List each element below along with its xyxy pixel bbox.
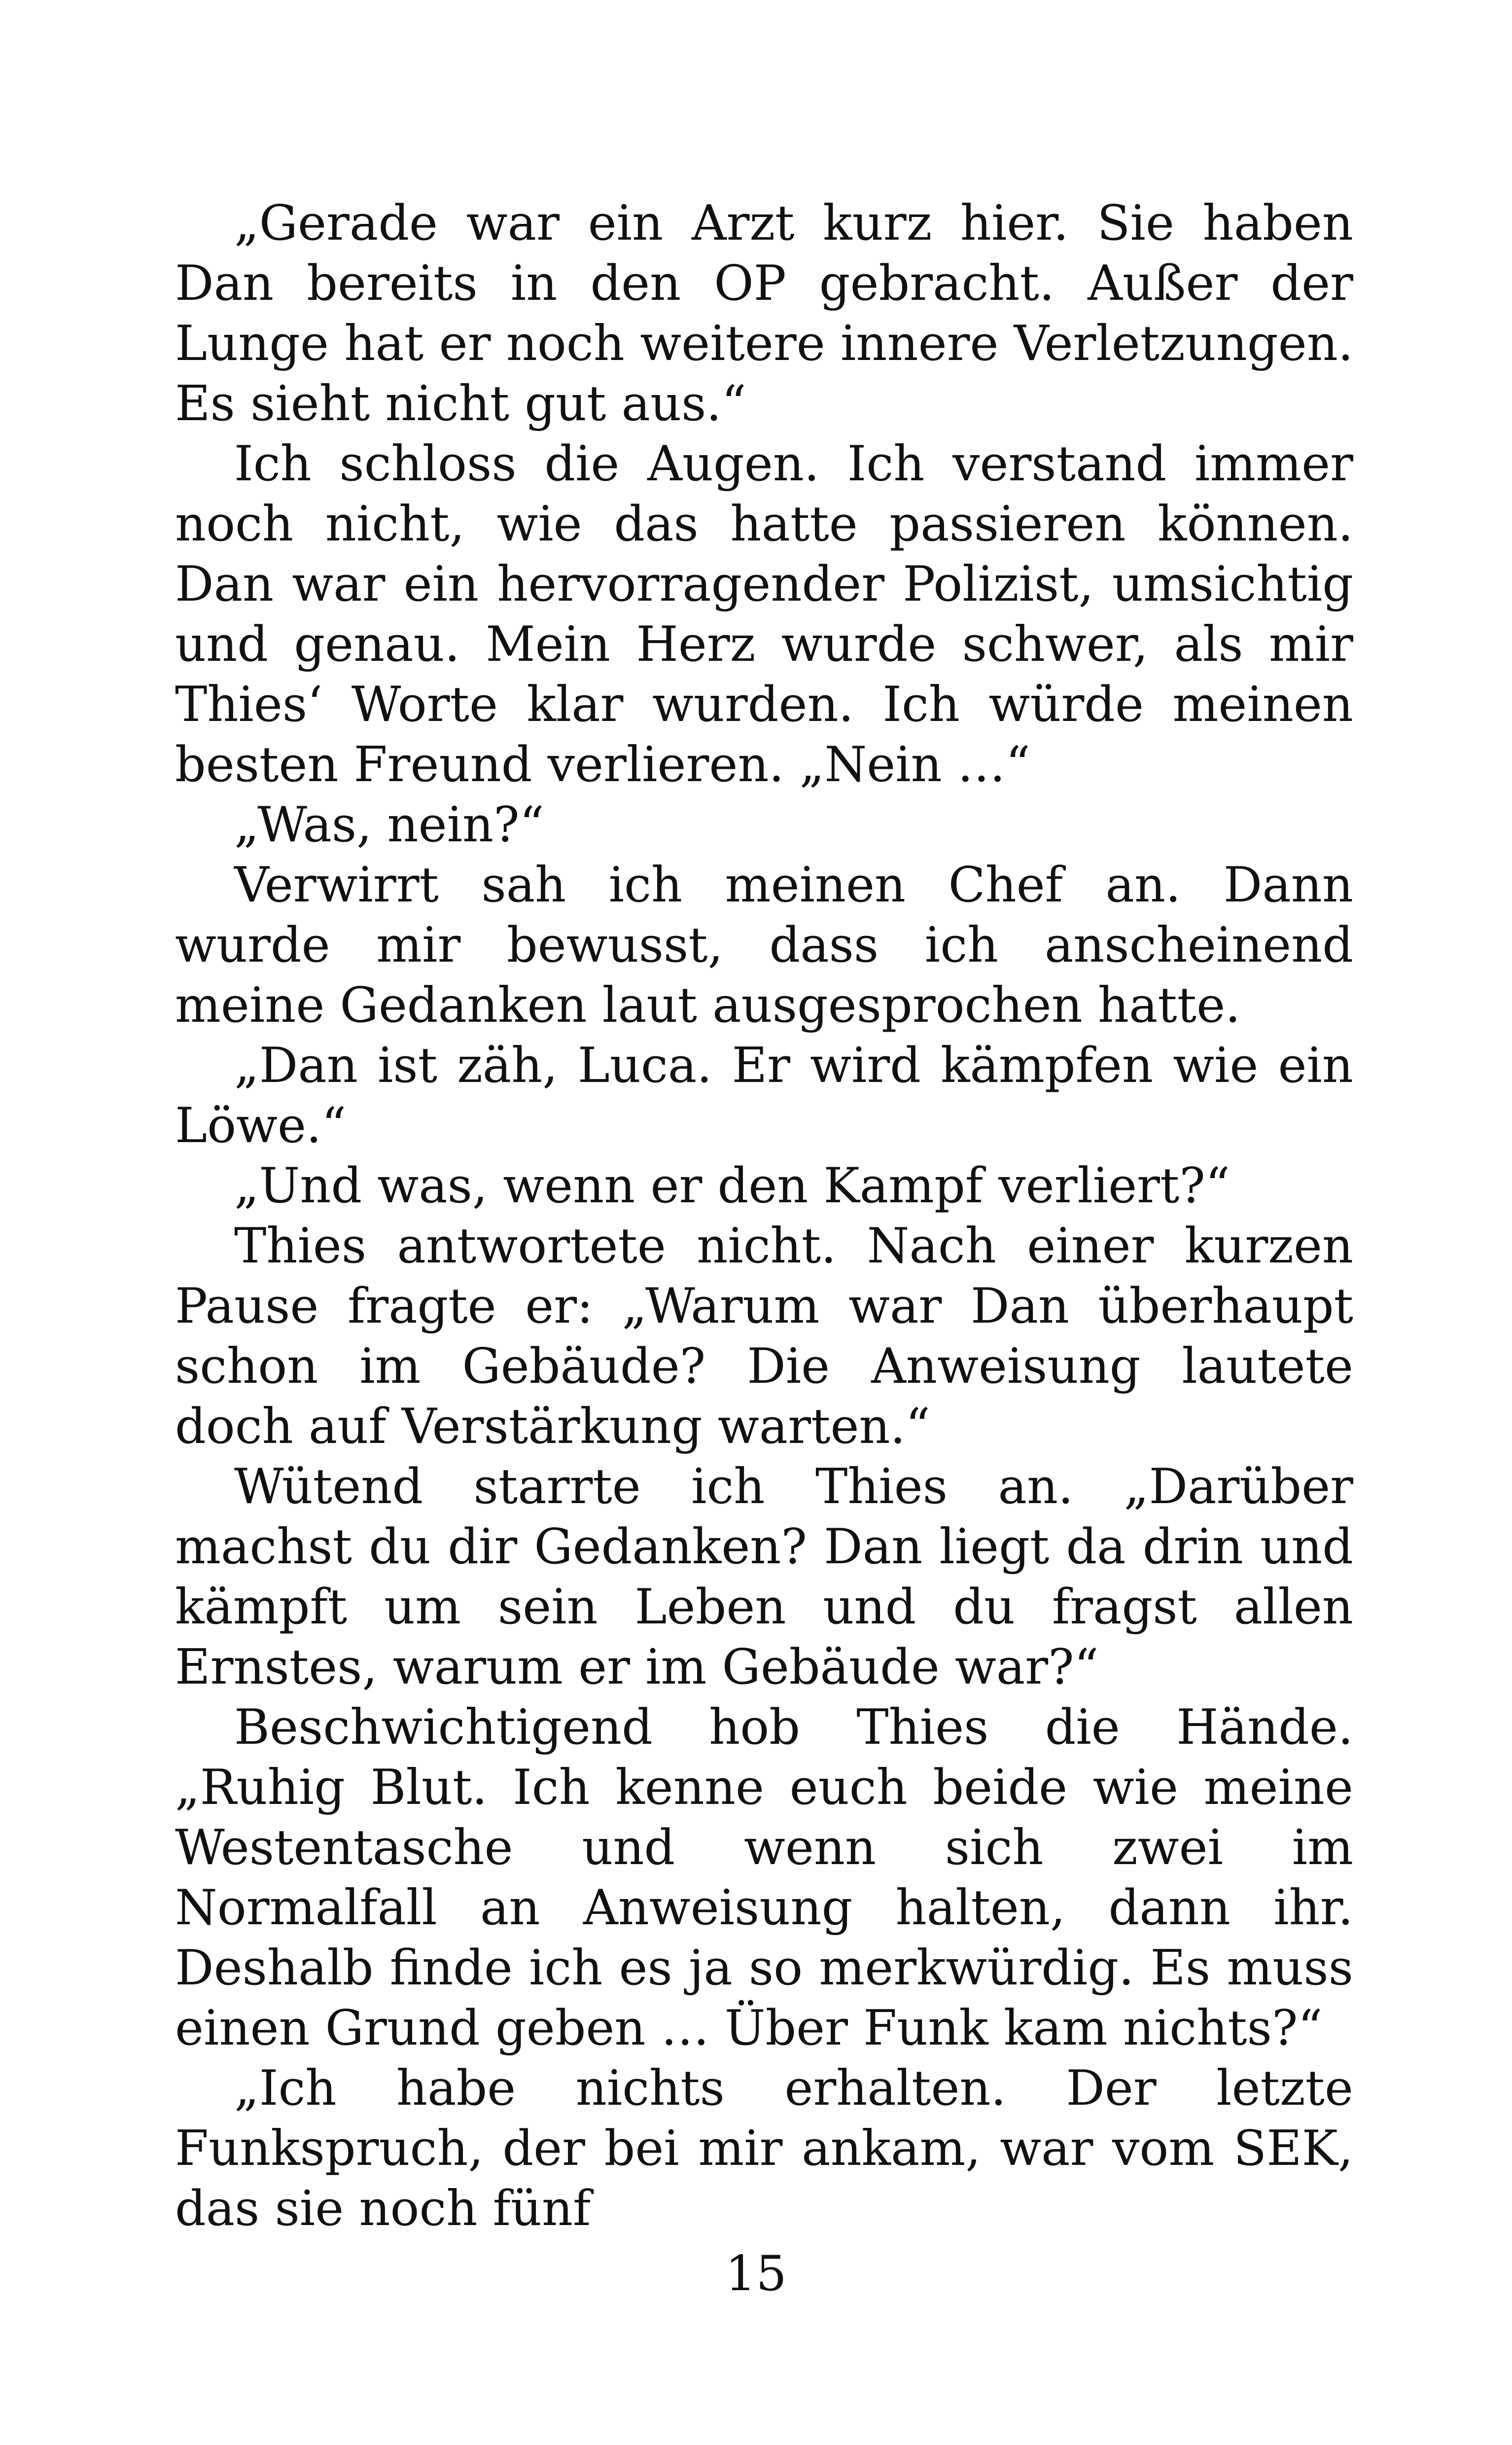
paragraph-5: „Dan ist zäh, Luca. Er wird kämpfen wie ein Löwe.“ — [175, 1038, 1353, 1154]
body-text — [175, 193, 1353, 2239]
paragraph-6: „Und was, wenn er den Kampf verliert?“ — [234, 1158, 1231, 1214]
page-number: 15 — [725, 2246, 787, 2302]
paragraph-2: Ich schloss die Augen. Ich verstand immer noch nicht, wie das hatte passieren können. Dan war ein hervorragender Polizist, umsichtig und genau. Mein Herz wurde schwer, als mir Thies‘ Worte klar wurden. Ich würde meinen besten Freund verlieren. „Nein …“ — [175, 436, 1353, 793]
paragraph-4: Verwirrt sah ich meinen Chef an. Dann wurde mir bewusst, dass ich anscheinend meine Gedanken laut ausgesprochen hatte. — [175, 857, 1353, 1034]
paragraph-3: „Was, nein?“ — [234, 797, 544, 853]
paragraph-7: Thies antwortete nicht. Nach einer kurzen Pause fragte er: „Warum war Dan überhaupt schon im Gebäude? Die Anweisung lautete doch auf Verstärkung warten.“ — [175, 1218, 1353, 1455]
paragraph-1: „Gerade war ein Arzt kurz hier. Sie haben Dan bereits in den OP gebracht. Außer der Lunge hat er noch weitere innere Verletzungen. Es sieht nicht gut aus.“ — [175, 195, 1353, 432]
paragraph-9: Beschwichtigend hob Thies die Hände. „Ruhig Blut. Ich kenne euch beide wie meine Westentasche und wenn sich zwei im Normalfall an Anweisung halten, dann ihr. Deshalb finde ich es ja so merkwürdig. Es muss einen Grund geben … Über Funk kam nichts?“ — [175, 1699, 1353, 2056]
paragraph-10: „Ich habe nichts erhalten. Der letzte Funkspruch, der bei mir ankam, war vom SEK, das sie noch fünf — [175, 2060, 1353, 2237]
paragraph-8: Wütend starrte ich Thies an. „Darüber machst du dir Gedanken? Dan liegt da drin und kämpft um sein Leben und du fragst allen Ernstes, warum er im Gebäude war?“ — [175, 1459, 1353, 1695]
